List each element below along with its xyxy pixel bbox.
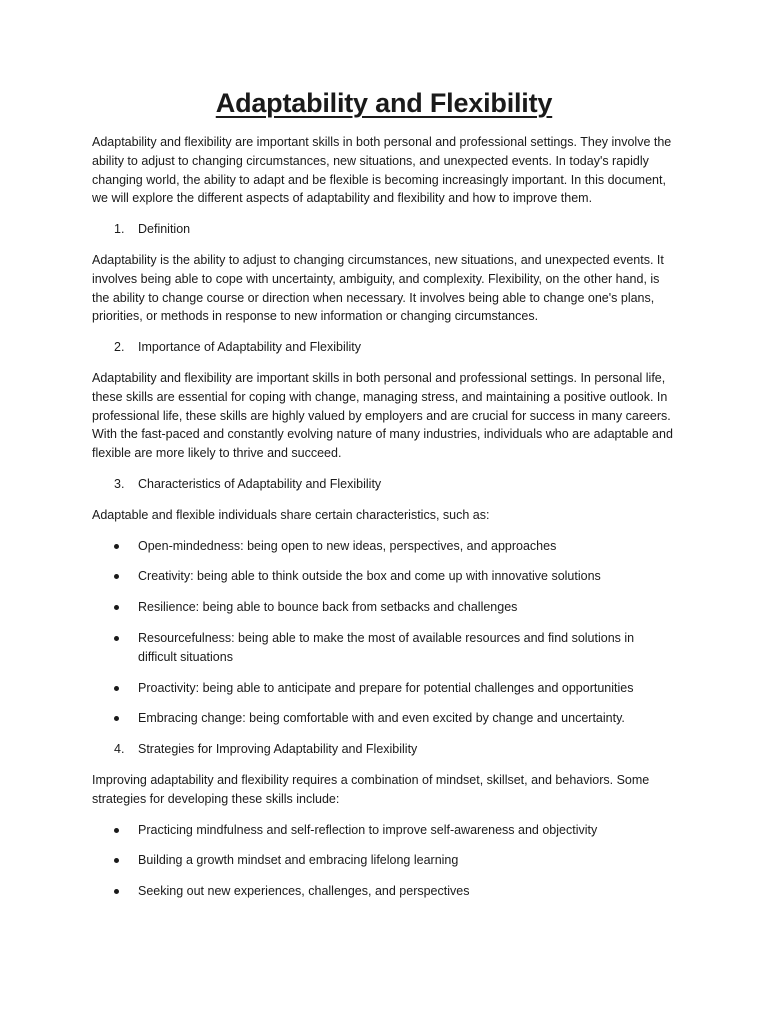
section-heading-characteristics [92, 475, 676, 494]
section-number: 4. [114, 742, 125, 757]
list-item-text: Proactivity: being able to anticipate and prepare for potential challenges and opportunities [138, 680, 634, 695]
section-number: 2. [114, 340, 125, 355]
bullet-icon [114, 828, 119, 833]
section-body: Adaptability and flexibility are important skills in both personal and professional settings. In personal life, these skills are essential for coping with change, managing stress, and maintaining a positive outlook. In professional life, these skills are highly valued by employers and are crucial for success in many careers. With the fast-paced and constantly evolving nature of many industries, individuals who are adaptable and flexible are more likely to thrive and succeed. [92, 370, 673, 461]
intro-paragraph: Adaptability and flexibility are important skills in both personal and professional settings. They involve the ability to adjust to changing circumstances, new situations, and unexpected events. In today's rapidly changing world, the ability to adapt and be flexible is becoming increasingly important. In this document, we will explore the different aspects of adaptability and flexibility and how to improve them. [92, 135, 672, 206]
list-item-text: Resilience: being able to bounce back from setbacks and challenges [138, 600, 518, 615]
bullet-icon [114, 636, 119, 641]
section-heading-text: Characteristics of Adaptability and Flexibility [138, 476, 382, 491]
list-item-text: Practicing mindfulness and self-reflection to improve self-awareness and objectivity [138, 822, 598, 837]
bullet-icon [114, 605, 119, 610]
section-heading-importance [92, 338, 676, 357]
bullet-icon [114, 858, 119, 863]
list-item [92, 709, 676, 728]
bullet-list [92, 821, 676, 901]
section-heading-text: Importance of Adaptability and Flexibility [138, 340, 362, 355]
section-body: Adaptability is the ability to adjust to changing circumstances, new situations, and unexpected events. It involves being able to cope with uncertainty, ambiguity, and complexity. Flexibility, on the other hand, is the ability to change course or direction when necessary. It involves being able to change one's plans, priorities, or methods in response to new information or changing circumstances. [92, 252, 664, 324]
bullet-icon [114, 544, 119, 549]
section-heading-text: Strategies for Improving Adaptability and Flexibility [138, 742, 418, 757]
section-number: 3. [114, 476, 125, 491]
bullet-icon [114, 574, 119, 579]
list-item [92, 537, 676, 556]
section-number: 1. [114, 222, 125, 237]
list-item-text: Creativity: being able to think outside the box and come up with innovative solutions [138, 569, 601, 584]
section-heading-text: Definition [138, 222, 191, 237]
section-body: Adaptable and flexible individuals share certain characteristics, such as: [92, 507, 490, 522]
list-item-text: Building a growth mindset and embracing lifelong learning [138, 853, 459, 868]
bullet-icon [114, 889, 119, 894]
list-item-text: Open-mindedness: being open to new ideas, perspectives, and approaches [138, 538, 557, 553]
bullet-icon [114, 716, 119, 721]
list-item [92, 598, 676, 617]
list-item-text: Resourcefulness: being able to make the most of available resources and find solutions in difficult situations [138, 630, 635, 664]
list-item [92, 567, 676, 586]
section-body: Improving adaptability and flexibility requires a combination of mindset, skillset, and behaviors. Some strategies for developing these skills include: [92, 772, 650, 806]
bullet-list [92, 537, 676, 729]
list-item [92, 821, 676, 840]
list-item [92, 629, 676, 667]
list-item [92, 851, 676, 870]
list-item [92, 679, 676, 698]
section-heading-definition [92, 220, 676, 239]
section-heading-strategies [92, 740, 676, 759]
list-item-text: Seeking out new experiences, challenges, and perspectives [138, 884, 470, 899]
list-item-text: Embracing change: being comfortable with and even excited by change and uncertainty. [138, 711, 625, 726]
bullet-icon [114, 686, 119, 691]
list-item [92, 882, 676, 901]
document-title: Adaptability and Flexibility [215, 88, 553, 118]
